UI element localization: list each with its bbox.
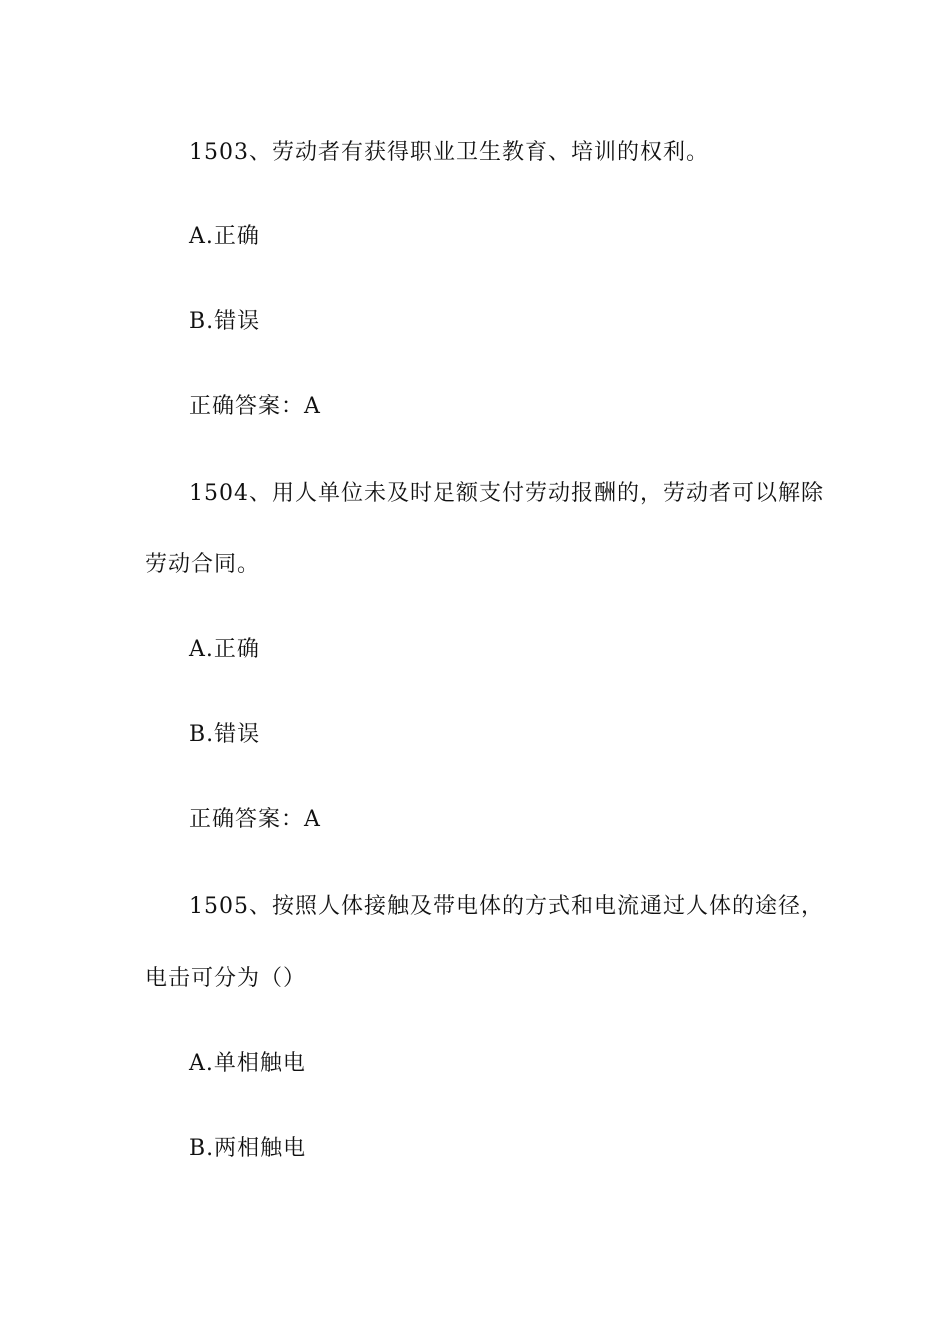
question-1504-answer: 正确答案：A (189, 807, 321, 832)
question-1505-option-a: A.单相触电 (189, 1051, 306, 1076)
question-1504-option-a: A.正确 (189, 637, 260, 662)
question-1503-option-b: B.错误 (189, 309, 261, 334)
question-1505-stem: 1505、按照人体接触及带电体的方式和电流通过人体的途径， (189, 894, 824, 919)
question-1504-option-b: B.错误 (189, 722, 261, 747)
question-1503-option-a: A.正确 (189, 224, 260, 249)
question-1505-option-b: B.两相触电 (189, 1136, 307, 1161)
question-1504-stem: 1504、用人单位未及时足额支付劳动报酬的，劳动者可以解除 (189, 481, 824, 506)
question-1503-stem: 1503、劳动者有获得职业卫生教育、培训的权利。 (189, 140, 709, 165)
question-1505-stem-continued: 电击可分为（） (145, 966, 307, 991)
question-1504-stem-continued: 劳动合同。 (145, 552, 261, 577)
question-1503-answer: 正确答案：A (189, 394, 321, 419)
